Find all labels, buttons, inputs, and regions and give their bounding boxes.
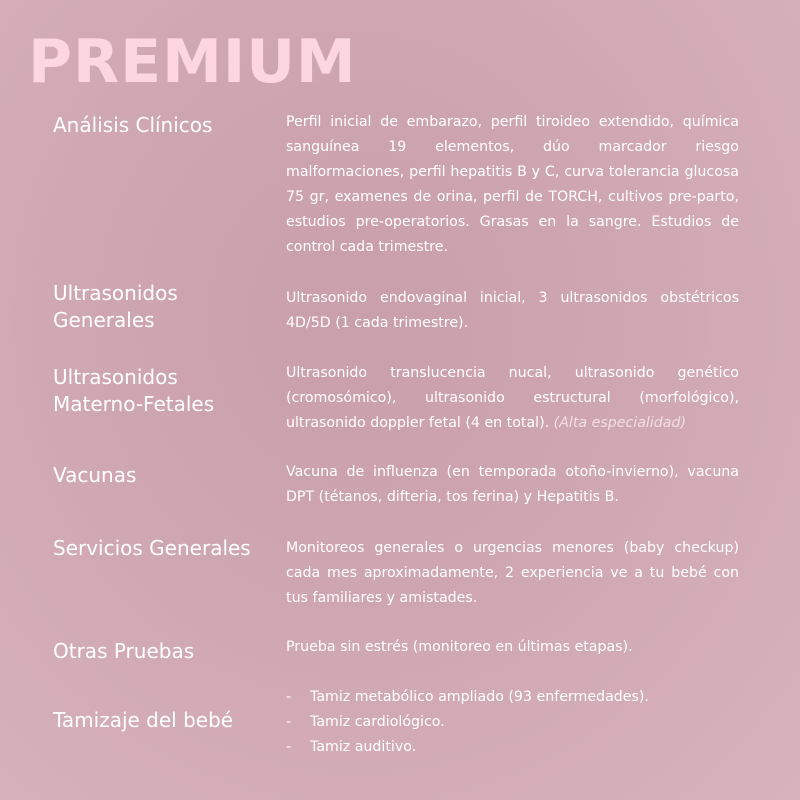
section-description: Ultrasonido endovaginal inicial, 3 ultrasonidos obstétricos 4D/5D (1 cada trimestre).	[286, 290, 739, 331]
list-item: - Tamiz auditivo.	[286, 735, 739, 760]
section-note: (Alta especialidad)	[553, 415, 687, 431]
section-label: Servicios Generales	[53, 536, 251, 560]
tamizaje-list	[286, 685, 739, 760]
section-description: Monitoreos generales o urgencias menores (baby checkup) cada mes aproximadamente, 2 experiencia ve a tu bebé con tus familiares y amistades.	[286, 540, 739, 606]
section-label: Análisis Clínicos	[53, 113, 213, 137]
section-description: Prueba sin estrés (monitoreo en últimas etapas).	[286, 639, 633, 655]
section-label: Vacunas	[53, 463, 137, 487]
section-description	[286, 361, 739, 436]
section-label: Ultrasonidos Generales	[53, 281, 178, 332]
section-label: Tamizaje del bebé	[53, 708, 234, 732]
section-description: Vacuna de influenza (en temporada otoño-invierno), vacuna DPT (tétanos, difteria, tos ferina) y Hepatitis B.	[286, 464, 739, 505]
section-description-text: Ultrasonido translucencia nucal, ultrasonido genético (cromosómico), ultrasonido estructural (morfológico), ultrasonido doppler fetal (4 en total).	[286, 365, 739, 431]
page-title: PREMIUM	[28, 27, 357, 97]
section-description: Perfil inicial de embarazo, perfil tiroideo extendido, química sanguínea 19 elementos, dúo marcador riesgo malformaciones, perfil hepatitis B y C, curva tolerancia glucosa 75 gr, examenes de orina, perfil de TORCH, cultivos pre-parto, estudios pre-operatorios. Grasas en la sangre. Estudios de control cada trimestre.	[286, 114, 739, 255]
section-label: Otras Pruebas	[53, 639, 195, 663]
list-item: - Tamiz metabólico ampliado (93 enfermedades).	[286, 685, 739, 710]
section-list-container	[286, 685, 739, 760]
list-item: - Tamiz cardiológico.	[286, 710, 739, 735]
section-label: Ultrasonidos Materno-Fetales	[53, 365, 215, 416]
